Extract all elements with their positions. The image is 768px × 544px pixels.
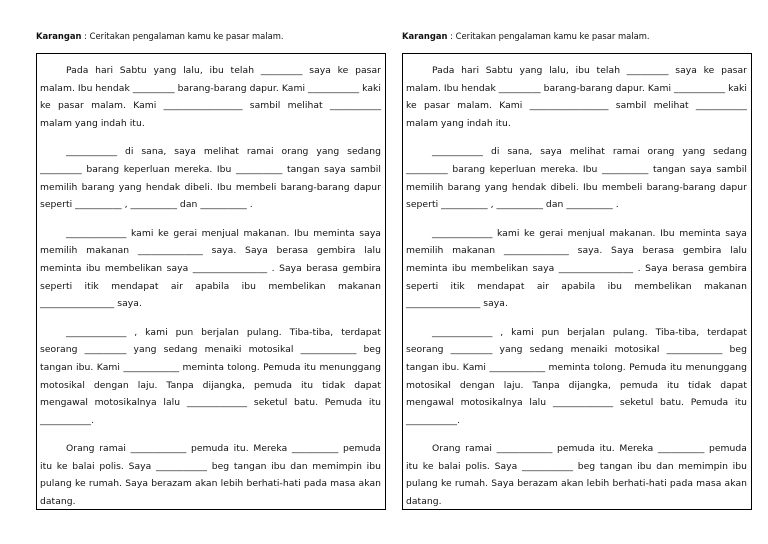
essay-paragraph-1: Pada hari Sabtu yang lalu, ibu telah _________ saya ke pasar malam. Ibu hendak _________ barang-barang dapur. Kami ___________ kaki ke pasar malam. Kami _________________ sambil melihat ___________ malam yang indah itu. (40, 65, 381, 129)
essay-box (402, 53, 752, 510)
header-label: Karangan (402, 31, 448, 41)
essay-paragraph-5: Orang ramai ____________ pemuda itu. Mereka __________ pemuda itu ke balai polis. Saya ___________ beg tangan ibu dan memimpin ibu pulang ke rumah. Saya berazam akan lebih berhati-hati pada masa akan datang. (406, 443, 747, 508)
essay-box (36, 53, 386, 510)
worksheet-copy-right (402, 30, 752, 510)
header-instruction: Ceritakan pengalaman kamu ke pasar malam. (455, 31, 650, 41)
header-label: Karangan (36, 31, 82, 41)
worksheet-copy-left (36, 30, 386, 510)
header-separator: : (447, 31, 456, 41)
essay-paragraph-5: Orang ramai ____________ pemuda itu. Mereka __________ pemuda itu ke balai polis. Saya ___________ beg tangan ibu dan memimpin ibu pulang ke rumah. Saya berazam akan lebih berhati-hati pada masa akan datang. (40, 443, 381, 508)
essay-paragraph-3: _____________ kami ke gerai menjual makanan. Ibu meminta saya memilih makanan ______________ saya. Saya berasa gembira lalu meminta ibu membelikan saya ________________ . Saya berasa gembira seperti itik mendapat air apabila ibu membelikan makanan ________________ saya. (40, 227, 381, 310)
essay-paragraph-2: ___________ di sana, saya melihat ramai orang yang sedang _________ barang keperluan mereka. Ibu __________ tangan saya sambil memilih barang yang hendak dibeli. Ibu membeli barang-barang dapur seperti __________ , __________ dan __________ . (406, 146, 747, 211)
essay-paragraph-4: _____________ , kami pun berjalan pulang. Tiba-tiba, terdapat seorang _________ yang sedang menaiki motosikal ____________ beg tangan ibu. Kami ____________ meminta tolong. Pemuda itu menunggang motosikal dengan laju. Tanpa dijangka, pemuda itu tidak dapat mengawal motosikalnya lalu _____________ seketul batu. Pemuda itu ___________. (406, 326, 747, 426)
essay-paragraph-2: ___________ di sana, saya melihat ramai orang yang sedang _________ barang keperluan mereka. Ibu __________ tangan saya sambil memilih barang yang hendak dibeli. Ibu membeli barang-barang dapur seperti __________ , __________ dan __________ . (40, 146, 381, 211)
essay-paragraph-1: Pada hari Sabtu yang lalu, ibu telah _________ saya ke pasar malam. Ibu hendak _________ barang-barang dapur. Kami ___________ kaki ke pasar malam. Kami _________________ sambil melihat ___________ malam yang indah itu. (406, 65, 747, 129)
header-instruction: Ceritakan pengalaman kamu ke pasar malam. (89, 31, 284, 41)
header-separator: : (81, 31, 90, 41)
worksheet-header (402, 30, 752, 42)
essay-paragraph-3: _____________ kami ke gerai menjual makanan. Ibu meminta saya memilih makanan ______________ saya. Saya berasa gembira lalu meminta ibu membelikan saya ________________ . Saya berasa gembira seperti itik mendapat air apabila ibu membelikan makanan ________________ saya. (406, 227, 747, 310)
essay-paragraph-4: _____________ , kami pun berjalan pulang. Tiba-tiba, terdapat seorang _________ yang sedang menaiki motosikal ____________ beg tangan ibu. Kami ____________ meminta tolong. Pemuda itu menunggang motosikal dengan laju. Tanpa dijangka, pemuda itu tidak dapat mengawal motosikalnya lalu _____________ seketul batu. Pemuda itu ___________. (40, 326, 381, 426)
worksheet-header (36, 30, 386, 42)
